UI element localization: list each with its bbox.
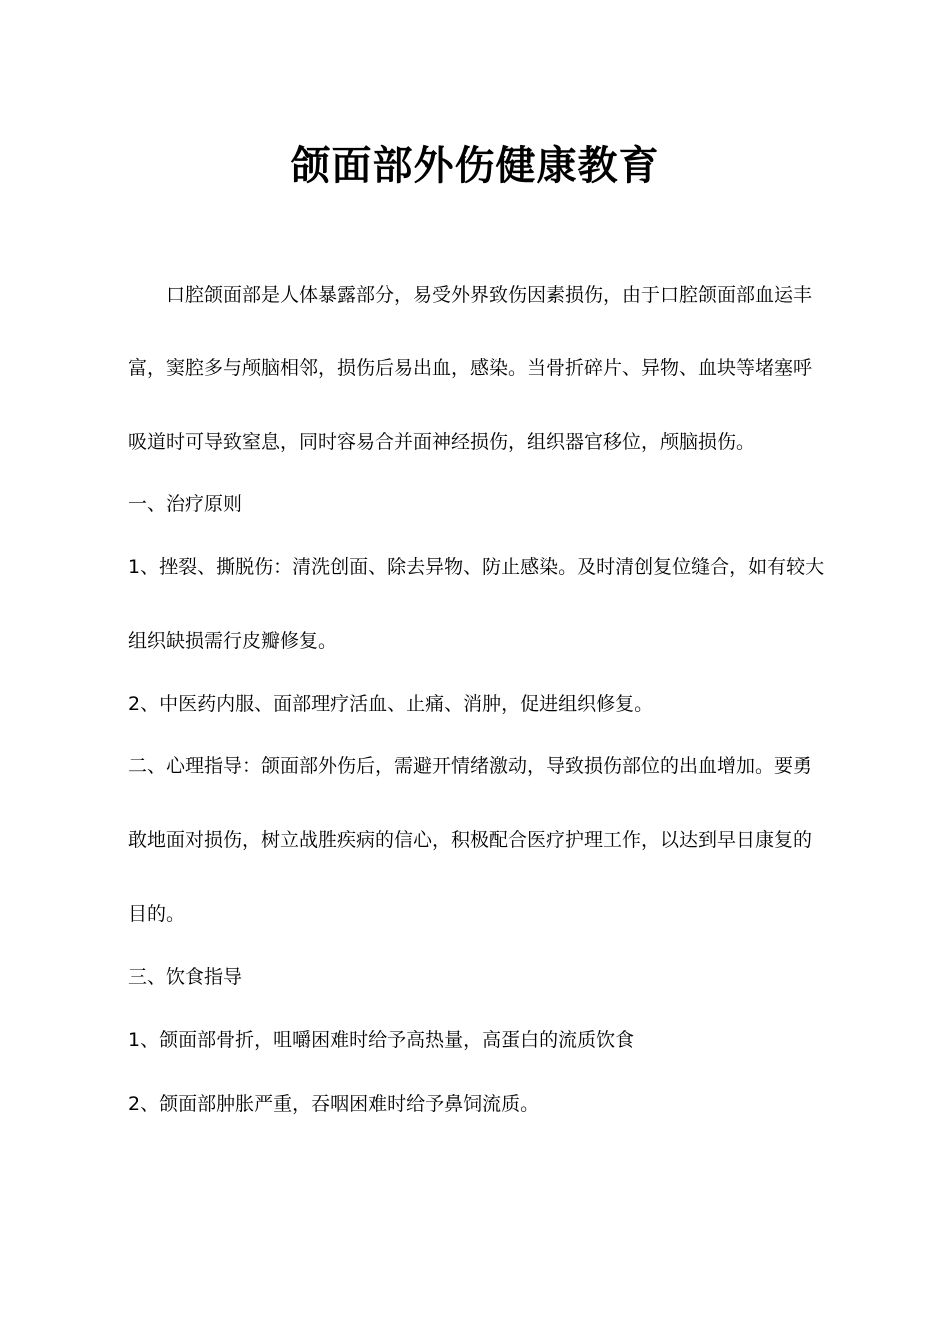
treatment-item-2: 2、中医药内服、面部理疗活血、止痛、消肿，促进组织修复。: [128, 693, 654, 715]
diet-item-1: 1、颌面部骨折，咀嚼困难时给予高热量，高蛋白的流质饮食: [128, 1029, 635, 1051]
intro-line-2: 富，窦腔多与颅脑相邻，损伤后易出血，感染。当骨折碎片、异物、血块等堵塞呼: [128, 357, 813, 379]
section-heading-treatment: 一、治疗原则: [128, 493, 243, 515]
page-title: 颌面部外伤健康教育: [290, 143, 660, 189]
treatment-item-1-line-2: 组织缺损需行皮瓣修复。: [128, 630, 338, 652]
intro-line-1: 口腔颌面部是人体暴露部分，易受外界致伤因素损伤，由于口腔颌面部血运丰: [166, 284, 813, 306]
psychological-line-1: 二、心理指导：颌面部外伤后，需避开情绪激动，导致损伤部位的出血增加。要勇: [128, 755, 813, 777]
intro-line-3: 吸道时可导致窒息，同时容易合并面神经损伤，组织器官移位，颅脑损伤。: [128, 431, 756, 453]
psychological-line-2: 敢地面对损伤，树立战胜疾病的信心，积极配合医疗护理工作，以达到早日康复的: [128, 829, 813, 851]
diet-item-2: 2、颌面部肿胀严重，吞咽困难时给予鼻饲流质。: [128, 1093, 540, 1115]
section-heading-diet: 三、饮食指导: [128, 966, 243, 988]
treatment-item-1-line-1: 1、挫裂、撕脱伤：清洗创面、除去异物、防止感染。及时清创复位缝合，如有较大: [128, 556, 825, 578]
psychological-line-3: 目的。: [128, 903, 186, 925]
